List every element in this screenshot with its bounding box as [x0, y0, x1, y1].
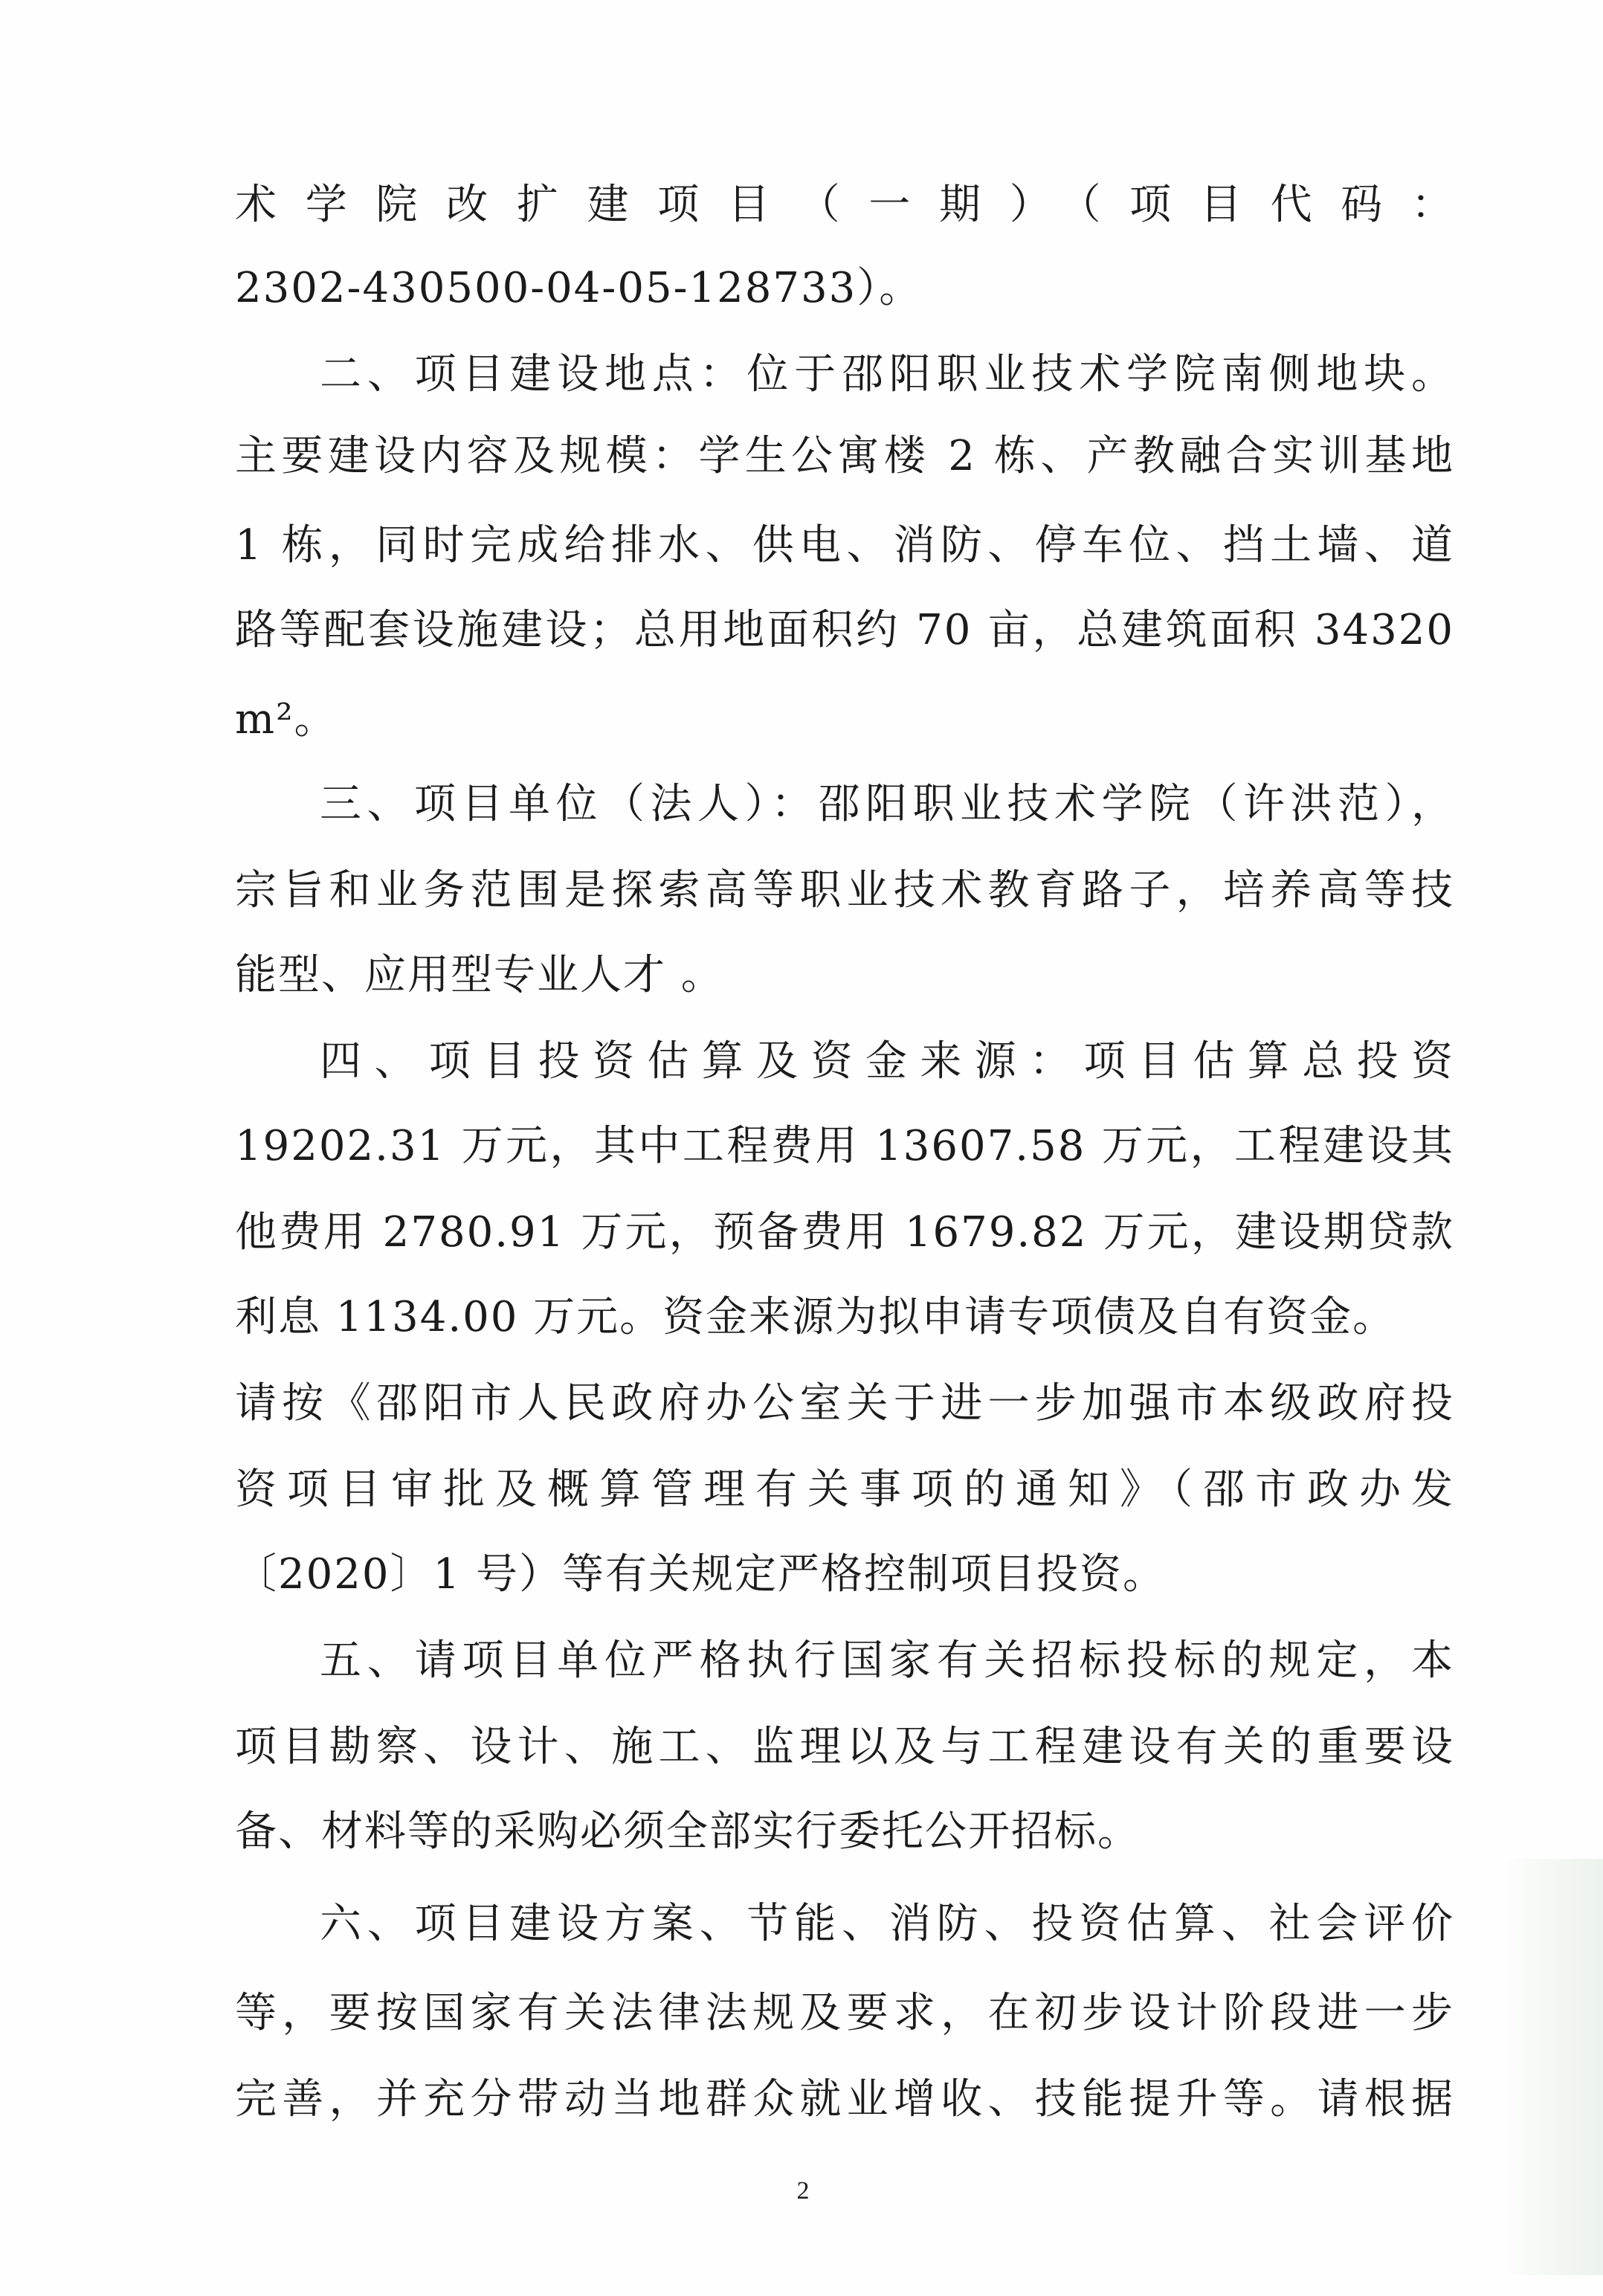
- text-line: 请按《邵阳市人民政府办公室关于进一步加强市本级政府投: [235, 1379, 1454, 1428]
- paragraph-heading-6: 六、项目建设方案、节能、消防、投资估算、社会评价: [320, 1900, 1454, 1948]
- text-line: 备、材料等的采购必须全部实行委托公开招标。: [235, 1808, 1141, 1856]
- paragraph-heading-3: 三、项目单位（法人）：邵阳职业技术学院（许洪范），: [320, 780, 1454, 828]
- page-number: 2: [796, 2177, 810, 2205]
- paragraph-heading-4: 四、项目投资估算及资金来源：项目估算总投资: [320, 1037, 1454, 1086]
- text-line: 〔2020〕1 号）等有关规定严格控制项目投资。: [235, 1550, 1166, 1599]
- text-line: 他费用 2780.91 万元，预备费用 1679.82 万元，建设期贷款: [235, 1208, 1454, 1257]
- text-line: 完善，并充分带动当地群众就业增收、技能提升等。请根据: [235, 2075, 1454, 2124]
- text-line: 项目勘察、设计、施工、监理以及与工程建设有关的重要设: [235, 1723, 1454, 1771]
- text-line: 19202.31 万元，其中工程费用 13607.58 万元，工程建设其: [235, 1122, 1454, 1170]
- text-line: 能型、应用型专业人才 。: [235, 951, 724, 999]
- text-line: 路等配套设施建设；总用地面积约 70 亩，总建筑面积 34320: [235, 606, 1454, 654]
- text-line: 资项目审批及概算管理有关事项的通知》（邵市政办发: [235, 1465, 1454, 1514]
- text-line: 1 栋，同时完成给排水、供电、消防、停车位、挡土墙、道: [235, 521, 1454, 570]
- text-line: 等，要按国家有关法律法规及要求，在初步设计阶段进一步: [235, 1989, 1454, 2037]
- text-line: 利息 1134.00 万元。资金来源为拟申请专项债及自有资金。: [235, 1293, 1396, 1341]
- paragraph-heading-5: 五、请项目单位严格执行国家有关招标投标的规定，本: [320, 1636, 1454, 1685]
- paragraph-heading-2: 二、项目建设地点：位于邵阳职业技术学院南侧地块。: [320, 350, 1454, 399]
- text-line: 2302-430500-04-05-128733）。: [235, 264, 923, 312]
- scan-edge-shadow: [1499, 1859, 1603, 2275]
- text-line: 主要建设内容及规模：学生公寓楼 2 栋、产教融合实训基地: [235, 432, 1454, 480]
- text-line: 术学院改扩建项目（一期）（项目代码：: [235, 181, 1454, 229]
- text-line: m²。: [235, 695, 338, 744]
- text-line: 宗旨和业务范围是探索高等职业技术教育路子，培养高等技: [235, 866, 1454, 915]
